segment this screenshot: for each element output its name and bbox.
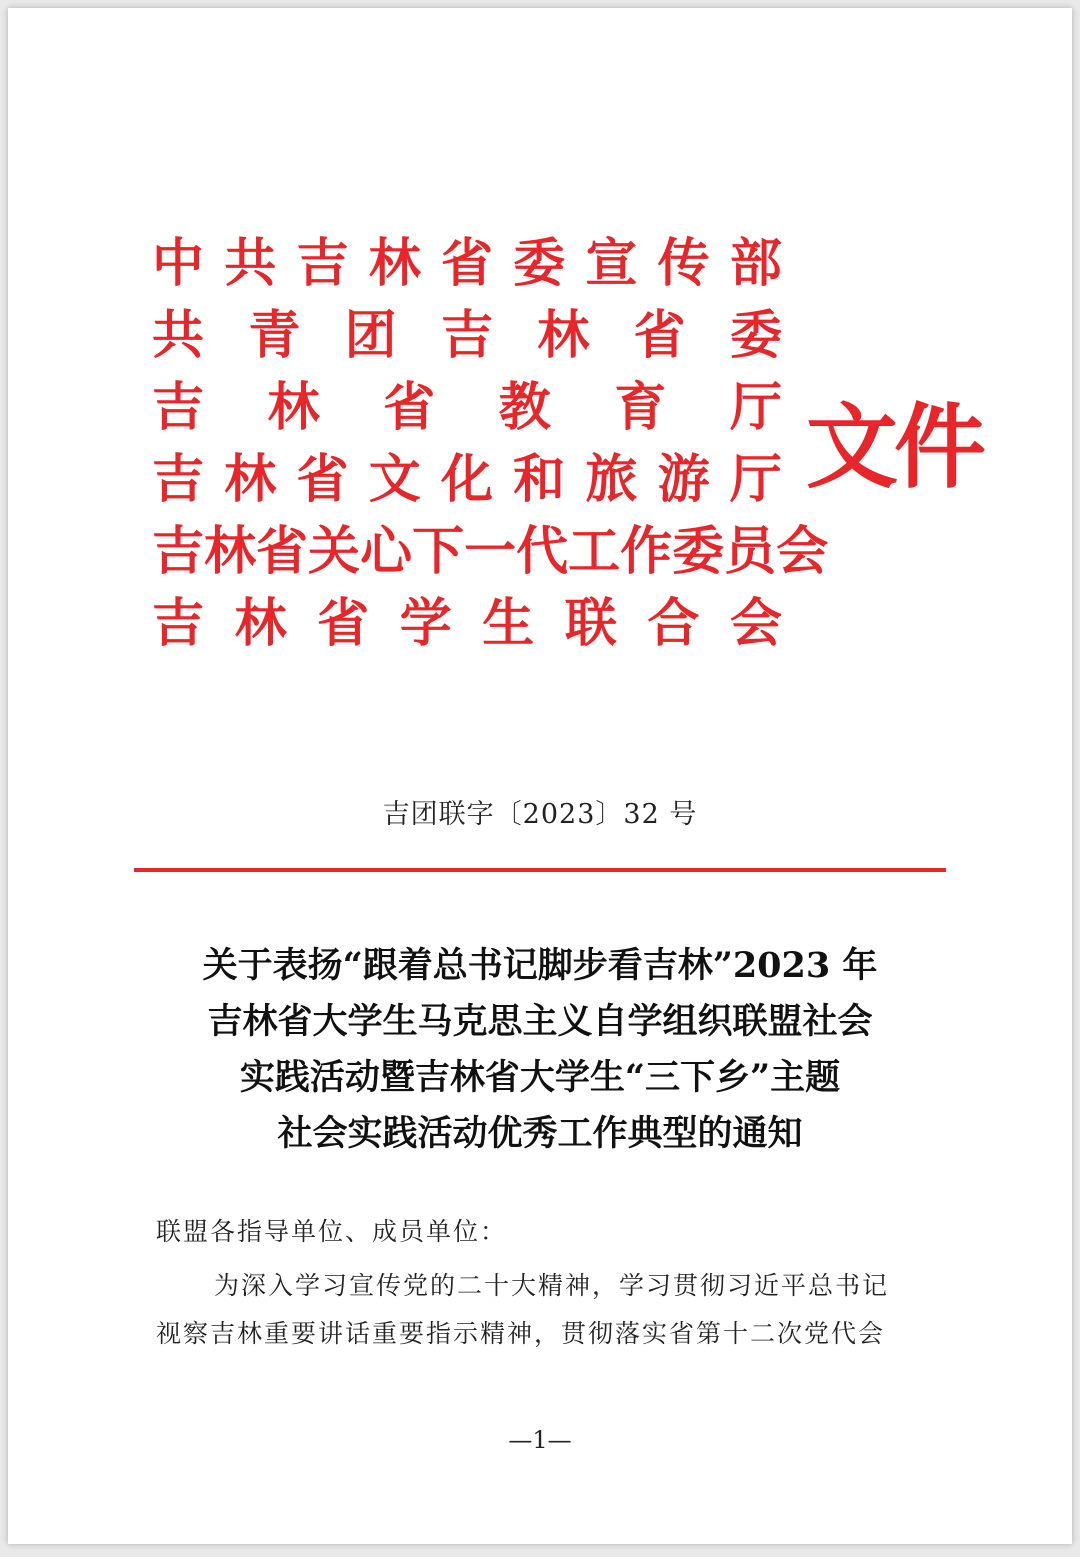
issuer-char: 游: [657, 449, 710, 510]
issuer-line: [152, 300, 782, 372]
issuer-line: [152, 228, 782, 300]
issuer-char: 林: [267, 377, 320, 438]
issuer-char: 旅: [585, 449, 638, 510]
issuer-line: [152, 516, 829, 588]
issuer-char: 吉: [152, 449, 205, 510]
document-suffix: 文件: [806, 393, 983, 501]
issuer-char: 代: [516, 521, 569, 582]
issuer-char: 和: [513, 449, 566, 510]
issuer-char: 下: [412, 521, 465, 582]
issuer-char: 部: [729, 233, 782, 294]
issuer-char: 关: [308, 521, 361, 582]
issuer-char: 员: [724, 521, 777, 582]
issuer-char: 青: [248, 305, 301, 366]
issuer-char: 厅: [729, 449, 782, 510]
issuer-char: 团: [344, 305, 397, 366]
issuer-char: 吉: [152, 521, 205, 582]
notice-title: [150, 938, 930, 1162]
title-line: 关于表扬“跟着总书记脚步看吉林”2023 年: [202, 945, 878, 986]
issuer-char: 中: [152, 233, 205, 294]
issuer-char: 厅: [729, 377, 782, 438]
issuer-char: 委: [729, 305, 782, 366]
page-number: —1—: [508, 1426, 572, 1454]
issuer-char: 林: [224, 449, 277, 510]
issuer-char: 学: [399, 593, 452, 654]
issuer-char: 会: [729, 593, 782, 654]
issuer-char: 一: [464, 521, 517, 582]
issuer-char: 省: [440, 233, 493, 294]
issuer-char: 省: [633, 305, 686, 366]
issuer-char: 文: [368, 449, 421, 510]
issuer-char: 林: [537, 305, 590, 366]
title-line: 社会实践活动优秀工作典型的通知: [277, 1113, 803, 1154]
issuer-char: 共: [152, 305, 205, 366]
issuer-list: [152, 228, 829, 660]
issuer-char: 吉: [296, 233, 349, 294]
issuer-char: 吉: [152, 593, 205, 654]
issuer-char: 工: [568, 521, 621, 582]
issuer-char: 林: [204, 521, 257, 582]
issuer-line: [152, 588, 782, 660]
issuer-char: 会: [776, 521, 829, 582]
title-line: 吉林省大学生马克思主义自学组织联盟社会: [207, 1001, 873, 1042]
issuer-char: 教: [498, 377, 551, 438]
red-divider: [134, 868, 946, 872]
issuer-char: 省: [296, 449, 349, 510]
body-paragraph: [156, 1262, 926, 1358]
issuer-char: 委: [672, 521, 725, 582]
issuer-char: 委: [513, 233, 566, 294]
issuer-char: 宣: [585, 233, 638, 294]
document-number: 吉团联字〔2023〕32 号: [382, 799, 698, 830]
issuer-line: [152, 444, 782, 516]
issuer-char: 传: [657, 233, 710, 294]
issuer-char: 生: [482, 593, 535, 654]
issuer-char: 林: [368, 233, 421, 294]
issuer-char: 共: [224, 233, 277, 294]
issuer-line: [152, 372, 782, 444]
issuer-char: 省: [383, 377, 436, 438]
issuer-char: 心: [360, 521, 413, 582]
paragraph-line: 视察吉林重要讲话重要指示精神，贯彻落实省第十二次党代会: [156, 1319, 886, 1348]
issuer-char: 作: [620, 521, 673, 582]
issuer-char: 林: [234, 593, 287, 654]
issuer-char: 合: [647, 593, 700, 654]
issuer-char: 吉: [440, 305, 493, 366]
issuer-char: 省: [256, 521, 309, 582]
issuer-char: 化: [440, 449, 493, 510]
issuer-char: 吉: [152, 377, 205, 438]
issuer-char: 育: [614, 377, 667, 438]
title-line: 实践活动暨吉林省大学生“三下乡”主题: [239, 1057, 841, 1098]
issuer-char: 省: [317, 593, 370, 654]
issuer-char: 联: [564, 593, 617, 654]
paragraph-line: 为深入学习宣传党的二十大精神，学习贯彻习近平总书记: [214, 1271, 890, 1300]
salutation: 联盟各指导单位、成员单位：: [156, 1217, 508, 1246]
